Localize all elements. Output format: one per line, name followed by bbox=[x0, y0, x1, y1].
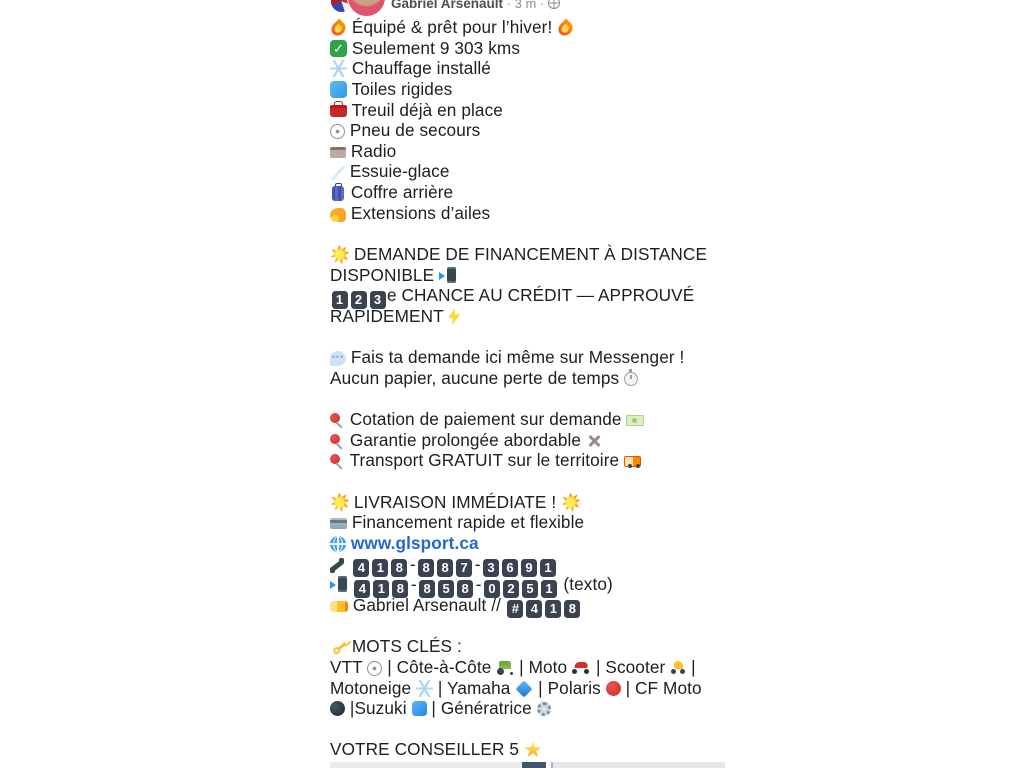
boom-icon bbox=[561, 493, 580, 512]
blue-square-small-icon bbox=[412, 701, 427, 716]
post-text: Seulement 9 303 kms bbox=[347, 37, 521, 58]
post-line bbox=[330, 79, 725, 100]
keycap-5: 5 bbox=[438, 580, 454, 598]
photo-thumbnail[interactable] bbox=[330, 762, 546, 768]
star-icon bbox=[524, 741, 542, 758]
post-text: Fais ta demande ici même sur Messenger ! bbox=[346, 347, 685, 368]
post-text: | Moto bbox=[514, 656, 573, 677]
post-line bbox=[330, 100, 725, 121]
keycap-1: 1 bbox=[332, 291, 348, 309]
post-line bbox=[330, 739, 725, 760]
snowflake-icon bbox=[330, 60, 347, 77]
author-row bbox=[391, 0, 560, 11]
post-line bbox=[330, 554, 725, 575]
post-text: Coffre arrière bbox=[346, 182, 454, 203]
keycap-1: 1 bbox=[372, 559, 388, 577]
post-line bbox=[330, 636, 725, 657]
keycap-6: 6 bbox=[502, 559, 518, 577]
keycap-1: 1 bbox=[545, 600, 561, 618]
post-text: | Polaris bbox=[533, 677, 606, 698]
post-text: DEMANDE DE FINANCEMENT À DISTANCE bbox=[349, 244, 708, 265]
post-text: Motoneige bbox=[330, 677, 417, 698]
check-icon bbox=[330, 40, 347, 57]
radio-icon bbox=[330, 147, 346, 158]
post-line bbox=[330, 203, 725, 224]
pin-icon bbox=[330, 412, 345, 428]
black-circle-icon bbox=[330, 701, 345, 716]
handset-icon bbox=[330, 557, 347, 573]
post-text: | Scooter bbox=[591, 656, 671, 677]
post-line bbox=[330, 265, 725, 286]
toolbox-icon bbox=[330, 105, 347, 117]
keycap-dash: - bbox=[474, 553, 481, 574]
photo-dark-region bbox=[522, 762, 546, 768]
boom-icon bbox=[330, 493, 349, 512]
post-text: VTT bbox=[330, 656, 368, 677]
post-text: e CHANCE AU CRÉDIT — APPROUVÉ bbox=[387, 285, 695, 306]
post-blank-line bbox=[330, 389, 725, 410]
post-text: Extensions d’ailes bbox=[346, 202, 491, 223]
keycap-3: 3 bbox=[483, 559, 499, 577]
photo-thumbnail[interactable] bbox=[551, 762, 725, 768]
gear-icon bbox=[537, 702, 551, 716]
keycap-8: 8 bbox=[391, 559, 407, 577]
keycap-group bbox=[352, 554, 558, 574]
keycap-8: 8 bbox=[457, 580, 473, 598]
keycap-dash: - bbox=[410, 574, 417, 595]
post-text: | CF Moto bbox=[620, 677, 702, 698]
phone-arrow-icon bbox=[330, 576, 348, 593]
blue-square-icon bbox=[330, 81, 347, 98]
post-line bbox=[330, 368, 725, 389]
boom-icon bbox=[330, 245, 349, 264]
fire-icon bbox=[556, 19, 576, 39]
post-line bbox=[330, 430, 725, 451]
post-text: Toiles rigides bbox=[347, 78, 453, 99]
post-line bbox=[330, 58, 725, 79]
post-line bbox=[330, 409, 725, 430]
keycap-1: 1 bbox=[540, 559, 556, 577]
post-text: | Yamaha bbox=[433, 677, 516, 698]
post-text: | bbox=[686, 656, 696, 677]
keycap-4: 4 bbox=[353, 559, 369, 577]
pin-icon bbox=[330, 433, 345, 449]
post-text: Cotation de paiement sur demande bbox=[345, 409, 627, 430]
blue-diamond-icon bbox=[516, 680, 533, 697]
keycap-8: 8 bbox=[437, 559, 453, 577]
fire-icon bbox=[329, 19, 349, 39]
post-line bbox=[330, 38, 725, 59]
post-text: Radio bbox=[346, 140, 397, 161]
post-text: Essuie-glace bbox=[345, 161, 450, 182]
post-text: | Génératrice bbox=[426, 698, 537, 719]
globe-icon bbox=[330, 536, 346, 552]
post-text: MOTS CLÉS : bbox=[347, 636, 462, 657]
timestamp: 3 m bbox=[514, 0, 537, 11]
post-line bbox=[330, 120, 725, 141]
keycap-8: 8 bbox=[419, 580, 435, 598]
keycap-8: 8 bbox=[418, 559, 434, 577]
post-text: Financement rapide et flexible bbox=[347, 512, 585, 533]
tools-icon bbox=[586, 433, 602, 449]
luggage-icon bbox=[332, 186, 344, 201]
keycap-4: 4 bbox=[526, 600, 542, 618]
post-line bbox=[330, 657, 725, 678]
scooter-icon bbox=[670, 661, 686, 674]
post-blank-line bbox=[330, 223, 725, 244]
post-line bbox=[330, 17, 725, 38]
keycap-group bbox=[330, 285, 387, 305]
post-line bbox=[330, 595, 725, 616]
photo-strip bbox=[330, 762, 725, 768]
keycap-9: 9 bbox=[521, 559, 537, 577]
privacy-globe-icon bbox=[548, 0, 560, 9]
post-text: Garantie prolongée abordable bbox=[345, 429, 586, 450]
author-avatar[interactable] bbox=[347, 0, 386, 17]
post-text: Treuil déjà en place bbox=[347, 99, 503, 120]
post-line bbox=[330, 450, 725, 471]
post-text: (texto) bbox=[558, 574, 613, 595]
snowflake-icon bbox=[416, 680, 433, 697]
speech-icon bbox=[330, 351, 346, 366]
phone-arrow-icon bbox=[439, 267, 457, 284]
post-text: Transport GRATUIT sur le territoire bbox=[345, 450, 625, 471]
post-line bbox=[330, 574, 725, 595]
keycap-7: 7 bbox=[456, 559, 472, 577]
post-text: RAPIDEMENT bbox=[330, 305, 449, 326]
post-line bbox=[330, 182, 725, 203]
keycap-1: 1 bbox=[373, 580, 389, 598]
post-line bbox=[330, 306, 725, 327]
post-line bbox=[330, 492, 725, 513]
post-text: Pneu de secours bbox=[345, 120, 481, 141]
post-line bbox=[330, 512, 725, 533]
post-line bbox=[330, 533, 725, 554]
post-line bbox=[330, 678, 725, 699]
keycap-group bbox=[506, 595, 582, 615]
post-line bbox=[330, 161, 725, 182]
keycap-#: # bbox=[507, 600, 523, 618]
keycap-dash: - bbox=[475, 574, 482, 595]
keycap-1: 1 bbox=[541, 580, 557, 598]
credit-card-icon bbox=[330, 518, 347, 529]
stopwatch-icon bbox=[624, 372, 638, 386]
post-blank-line bbox=[330, 719, 725, 740]
post-text: Équipé & prêt pour l’hiver! bbox=[347, 17, 558, 37]
keycap-8: 8 bbox=[564, 600, 580, 618]
keycap-group bbox=[353, 574, 559, 594]
keycap-4: 4 bbox=[354, 580, 370, 598]
meta-separator: · bbox=[503, 0, 515, 11]
meta-separator: · bbox=[536, 0, 548, 11]
keycap-dash: - bbox=[409, 553, 416, 574]
post-line bbox=[330, 141, 725, 162]
tractor-icon bbox=[496, 661, 514, 675]
post-text: Chauffage installé bbox=[347, 58, 491, 79]
post-line bbox=[330, 347, 725, 368]
post-text: | Côte-à-Côte bbox=[382, 656, 497, 677]
post-text: DISPONIBLE bbox=[330, 264, 440, 285]
keycap-2: 2 bbox=[503, 580, 519, 598]
wiper-icon bbox=[330, 165, 345, 180]
truck-icon bbox=[624, 456, 641, 467]
keycap-8: 8 bbox=[392, 580, 408, 598]
wheel-icon bbox=[367, 661, 382, 676]
post-line bbox=[330, 244, 725, 265]
motorcycle-icon bbox=[572, 662, 591, 674]
keycap-5: 5 bbox=[522, 580, 538, 598]
post-blank-line bbox=[330, 616, 725, 637]
post-line bbox=[330, 698, 725, 719]
handshake-icon bbox=[330, 601, 348, 612]
post-text: Aucun papier, aucune perte de temps bbox=[330, 367, 625, 388]
bolt-icon bbox=[448, 308, 460, 325]
post-blank-line bbox=[330, 327, 725, 348]
money-wings-icon bbox=[626, 415, 644, 426]
post-blank-line bbox=[330, 471, 725, 492]
post-body bbox=[330, 17, 725, 760]
keycap-3: 3 bbox=[370, 291, 386, 309]
red-circle-icon bbox=[606, 681, 621, 696]
post-line bbox=[330, 285, 725, 306]
wheel-icon bbox=[330, 124, 345, 139]
link-glsport[interactable]: www.glsport.ca bbox=[350, 533, 479, 554]
post-text: |Suzuki bbox=[345, 698, 412, 719]
post-text: Gabriel Arsenault // bbox=[348, 594, 506, 615]
keycap-2: 2 bbox=[351, 291, 367, 309]
post-text: VOTRE CONSEILLER 5 bbox=[330, 739, 524, 760]
pin-icon bbox=[330, 453, 345, 469]
post-text: LIVRAISON IMMÉDIATE ! bbox=[349, 491, 562, 512]
keycap-0: 0 bbox=[484, 580, 500, 598]
author-name[interactable]: Gabriel Arsenault bbox=[391, 0, 504, 11]
muscle-icon bbox=[330, 208, 346, 222]
